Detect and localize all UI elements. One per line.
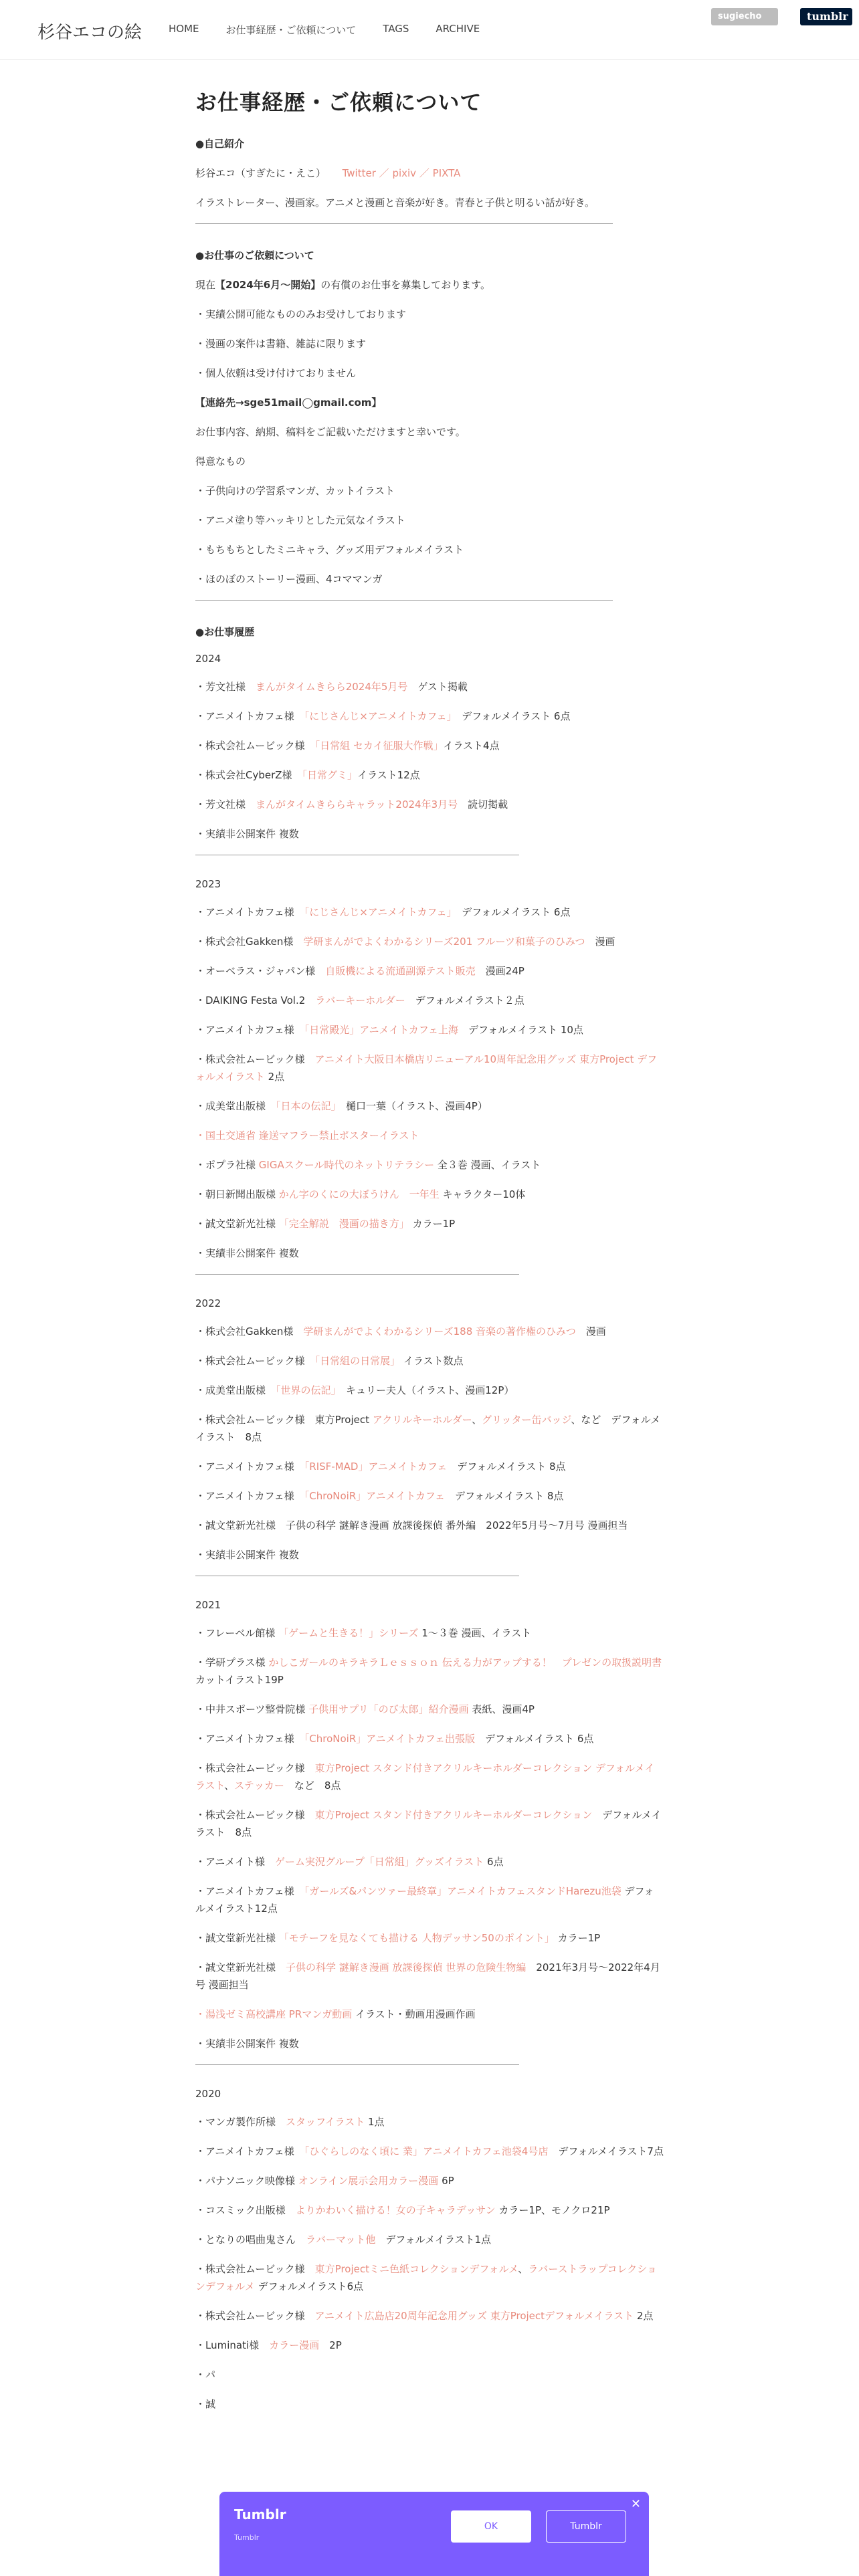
work-text: ・誠文堂新光社様 子供の科学 謎解き漫画 放課後探偵 番外編 2022年5月号〜7月号 漫画担当 <box>195 1519 628 1531</box>
work-text: ・誠文堂新光社様 <box>195 1218 279 1230</box>
work-text: ・株式会社ムービック様 <box>195 1762 315 1774</box>
work-item <box>195 2113 664 2131</box>
work-item <box>195 1156 664 1174</box>
work-text: ・株式会社ムービック様 <box>195 1053 315 1065</box>
work-link[interactable]: 「ひぐらしのなく頃に 業」アニメイトカフェ池袋4号店 <box>304 2145 549 2157</box>
work-link[interactable]: カラー漫画 <box>269 2339 320 2351</box>
work-link[interactable]: ラバーマット他 <box>306 2234 376 2246</box>
request-line: ・もちもちとしたミニキャラ、グッズ用デフォルメイラスト <box>195 544 464 556</box>
work-item <box>195 2395 664 2413</box>
work-text: ・中井スポーツ整骨院様 <box>195 1703 309 1715</box>
work-text: ・オーベラス・ジャパン様 <box>195 965 326 977</box>
work-link[interactable]: グリッター缶バッジ <box>482 1414 571 1426</box>
work-item <box>195 1883 664 1917</box>
work-link[interactable]: 東方Project スタンド付きアクリルキーホルダーコレクション デフォルメイラスト <box>195 1762 655 1792</box>
main-content <box>195 86 664 2425</box>
nav-home[interactable]: HOME <box>169 23 199 35</box>
work-text: ・DAIKING Festa Vol.2 <box>195 994 316 1006</box>
work-link[interactable]: 「RISF-MAD」アニメイトカフェ <box>304 1461 448 1473</box>
site-header <box>0 0 859 60</box>
work-link[interactable]: アクリルキーホルダー <box>372 1414 472 1426</box>
work-text: カラー1P <box>554 1932 601 1944</box>
work-item <box>195 2260 664 2295</box>
work-item <box>195 903 664 921</box>
work-item <box>195 678 664 695</box>
year-heading: 2020 <box>195 2088 221 2100</box>
request-line: 現在【2024年6月〜開始】の有償のお仕事を募集しております。 <box>195 279 491 291</box>
request-line: ・アニメ塗り等ハッキリとした元気なイラスト <box>195 514 405 526</box>
request-heading: ●お仕事のご依頼について <box>195 249 314 261</box>
nav-tags[interactable]: TAGS <box>383 23 409 35</box>
work-item <box>195 1051 664 1085</box>
work-item <box>195 1624 664 1642</box>
work-text: 、など デフォルメイラスト 8点 <box>195 1414 661 1443</box>
work-text: 表紙、漫画4P <box>468 1703 535 1715</box>
tumblr-logo-button[interactable]: tumblr <box>800 8 852 25</box>
work-text: カラー1P、モノクロ21P <box>495 2204 610 2216</box>
site-title[interactable]: 杉谷エコの絵 <box>37 23 142 43</box>
work-link[interactable]: 学研まんがでよくわかるシリーズ201 フルーツ和菓子のひみつ <box>303 936 585 948</box>
request-line: ・子供向けの学習系マンガ、カットイラスト <box>195 485 395 497</box>
work-link[interactable]: 「ChroNoiR」アニメイトカフェ出張版 <box>304 1733 475 1745</box>
work-item <box>195 1097 664 1115</box>
work-item <box>195 1546 664 1564</box>
pixiv-link[interactable]: pixiv <box>392 167 417 179</box>
work-text: デフォルメイラスト 8点 <box>195 1809 662 1838</box>
work-item <box>195 1352 664 1370</box>
request-line: 得意なもの <box>195 455 246 467</box>
work-item <box>195 2337 664 2354</box>
work-item <box>195 766 664 784</box>
work-text: 樋口一葉（イラスト、漫画4P） <box>336 1100 488 1112</box>
work-item <box>195 1127 664 1144</box>
work-link[interactable]: 自販機による流通副源テスト販売 <box>325 965 476 977</box>
request-line: お仕事内容、納期、稿料をご記載いただけますと幸いです。 <box>195 426 466 438</box>
work-text: ・アニメイトカフェ様 <box>195 1024 304 1036</box>
work-text: ・ポプラ社様 <box>195 1159 259 1171</box>
work-item <box>195 1411 664 1446</box>
work-text: イラスト4点 <box>443 740 500 752</box>
work-link[interactable]: 「世界の伝記」 <box>276 1384 337 1396</box>
work-link[interactable]: 子供の科学 謎解き漫画 放課後探偵 世界の危険生物編 <box>286 1961 527 1973</box>
work-item <box>195 737 664 754</box>
work-item <box>195 1245 664 1262</box>
work-link[interactable]: 「ガールズ&パンツァー最終章」アニメイトカフェスタンドHarezu池袋 <box>304 1885 622 1897</box>
year-heading: 2022 <box>195 1297 221 1309</box>
divider <box>195 2064 519 2065</box>
work-text: デフォルメイラスト 8点 <box>445 1490 564 1502</box>
work-text: ・株式会社ムービック様 <box>195 1355 315 1367</box>
close-icon[interactable]: ✕ <box>630 2497 641 2511</box>
work-link[interactable]: 「にじさんじ×アニメイトカフェ」 <box>304 906 452 918</box>
request-line: ・ほのぼのストーリー漫画、4コママンガ <box>195 573 383 585</box>
work-link[interactable]: アニメイト大阪日本橋店リニューアル10周年記念用グッズ 東方Project デフォルメイラスト <box>195 1053 658 1083</box>
work-text: デフォルメイラスト7点 <box>548 2145 664 2157</box>
work-text: ・株式会社ムービック様 <box>195 2263 315 2275</box>
work-text: ・株式会社ムービック様 <box>195 1809 315 1821</box>
work-item <box>195 825 664 843</box>
link-separator: ／ <box>379 167 389 179</box>
work-text: 2021年3月号〜2022年4月号 漫画担当 <box>195 1961 660 1991</box>
work-text: ・誠文堂新光社様 <box>195 1961 286 1973</box>
work-text: ・株式会社CyberZ様 <box>195 769 302 781</box>
work-text: 漫画 <box>575 1325 606 1337</box>
work-item <box>195 708 664 725</box>
nav-works[interactable]: お仕事経歴・ご依頼について <box>225 24 357 36</box>
history-heading: ●お仕事履歴 <box>195 626 255 638</box>
year-heading: 2021 <box>195 1599 221 1611</box>
work-history <box>195 653 664 2413</box>
work-link[interactable]: ラバーストラップコレクションデフォルメ <box>195 2263 657 2292</box>
work-text: ・誠文堂新光社様 <box>195 1932 279 1944</box>
work-text: 、 <box>224 1780 235 1792</box>
work-link[interactable]: ステッカー <box>234 1780 284 1792</box>
work-item <box>195 1186 664 1203</box>
work-text: 、 <box>518 2263 529 2275</box>
work-item <box>195 2307 664 2325</box>
work-text: ・実績非公開案件 複数 <box>195 828 299 840</box>
intro-heading: ●自己紹介 <box>195 138 245 150</box>
work-item <box>195 1487 664 1505</box>
work-link[interactable]: 「日本の伝記」 <box>276 1100 337 1112</box>
work-text: ・アニメイトカフェ様 <box>195 1733 304 1745</box>
work-link[interactable]: 「日常殿光」アニメイトカフェ上海 <box>304 1024 459 1036</box>
request-line: 【連絡先→sge51mail◯gmail.com】 <box>195 397 382 409</box>
work-link[interactable]: よりかわいく描ける！女の子キャラデッサン <box>295 2204 496 2216</box>
work-item <box>195 1853 664 1870</box>
work-text: デフォルメイラスト6点 <box>254 2280 364 2292</box>
main-nav <box>169 23 506 37</box>
work-item <box>195 2006 664 2023</box>
work-text: 2点 <box>634 2310 654 2322</box>
work-item <box>195 1654 664 1689</box>
work-text: ・学研プラス様 <box>195 1656 269 1669</box>
work-text: 2P <box>319 2339 342 2351</box>
work-text: 読切掲載 <box>458 798 508 811</box>
work-link[interactable]: GIGAスクール時代のネットリテラシー <box>258 1159 435 1171</box>
work-text: ・芳文社様 <box>195 798 256 811</box>
work-link[interactable]: 「日常グミ」 <box>302 769 358 781</box>
work-text: ・株式会社Gakken様 <box>195 936 304 948</box>
work-item <box>195 2035 664 2052</box>
work-text: ・Luminati様 <box>195 2339 270 2351</box>
work-text: ・株式会社Gakken様 <box>195 1325 304 1337</box>
request-section <box>195 276 664 588</box>
work-text: ・実績非公開案件 複数 <box>195 1549 299 1561</box>
work-text: デフォルメイラスト 8点 <box>447 1461 566 1473</box>
work-item <box>195 2172 664 2189</box>
work-text: ・アニメイトカフェ様 <box>195 906 304 918</box>
work-text: ・アニメイトカフェ様 <box>195 1885 304 1897</box>
year-heading: 2023 <box>195 878 221 890</box>
work-text: ・成美堂出版様 <box>195 1100 276 1112</box>
work-link[interactable]: 「日常組の日常展」 <box>314 1355 401 1367</box>
work-text: ・実績非公開案件 複数 <box>195 2038 299 2050</box>
work-link[interactable]: 東方Projectミニ色紙コレクションデフォルメ <box>314 2263 518 2275</box>
work-text: ・アニメイト様 <box>195 1856 275 1868</box>
work-link[interactable]: 「モチーフを見なくても描ける 人物デッサン50のポイント」 <box>278 1932 555 1944</box>
work-link[interactable]: 子供用サプリ「のび太郎」紹介漫画 <box>308 1703 469 1715</box>
banner-secondary-button[interactable]: Tumblr <box>546 2510 626 2543</box>
work-link[interactable]: かん字のくにの大ぼうけん 一年生 <box>278 1188 440 1200</box>
work-link[interactable]: 東方Project スタンド付きアクリルキーホルダーコレクション <box>314 1809 593 1821</box>
banner-subtitle: Tumblr <box>234 2533 260 2542</box>
work-link[interactable]: ラバーキーホルダー <box>315 994 405 1006</box>
work-text: ・成美堂出版様 <box>195 1384 276 1396</box>
work-text: 、 <box>472 1414 482 1426</box>
work-text: ・となりの唱曲鬼さん <box>195 2234 306 2246</box>
work-link[interactable]: 「完全解説 漫画の描き方」 <box>278 1218 409 1230</box>
work-item <box>195 2143 664 2160</box>
work-text: イラスト数点 <box>400 1355 464 1367</box>
work-text: ・アニメイトカフェ様 <box>195 2145 304 2157</box>
work-text: 6点 <box>484 1856 504 1868</box>
work-item <box>195 796 664 813</box>
work-item <box>195 2366 664 2383</box>
work-item <box>195 962 664 980</box>
work-text: 漫画 <box>585 936 615 948</box>
work-link[interactable]: まんがタイムきららキャラット2024年3月号 <box>256 798 458 811</box>
work-item <box>195 1458 664 1475</box>
nav-archive[interactable]: ARCHIVE <box>436 23 480 35</box>
work-text: デフォルメイラスト12点 <box>195 1885 654 1915</box>
work-text: ・アニメイトカフェ様 <box>195 1490 304 1502</box>
work-item <box>195 2231 664 2248</box>
work-text: カラー1P <box>409 1218 456 1230</box>
work-item <box>195 1382 664 1399</box>
work-link[interactable]: オンライン展示会用カラー漫画 <box>298 2175 439 2187</box>
work-text: 漫画24P <box>475 965 524 977</box>
work-text: 1〜３巻 漫画、イラスト <box>418 1627 532 1639</box>
work-item <box>195 1323 664 1340</box>
work-text: ・アニメイトカフェ様 <box>195 1461 304 1473</box>
work-text: キャラクター10体 <box>439 1188 526 1200</box>
work-text: デフォルメイラスト 6点 <box>452 710 571 722</box>
work-text: 1点 <box>365 2116 385 2128</box>
work-text: イラスト12点 <box>357 769 420 781</box>
work-link[interactable]: ・湯浅ゼミ高校講座 PRマンガ動画 <box>195 2008 353 2020</box>
divider <box>195 1274 519 1275</box>
divider <box>195 600 613 601</box>
work-item <box>195 933 664 950</box>
link-separator: ／ <box>419 167 430 179</box>
twitter-link[interactable]: Twitter <box>342 167 376 179</box>
work-link[interactable]: まんがタイムきらら2024年5月号 <box>256 681 408 693</box>
work-text: キュリー夫人（イラスト、漫画12P） <box>336 1384 514 1396</box>
work-item <box>195 1959 664 1994</box>
work-text: ・実績非公開案件 複数 <box>195 1247 299 1259</box>
work-text: ・マンガ製作所様 <box>195 2116 286 2128</box>
work-link[interactable]: 「ゲームと生きる！」シリーズ <box>278 1627 419 1639</box>
work-item <box>195 1701 664 1718</box>
work-text: デフォルメイラスト 6点 <box>475 1733 594 1745</box>
request-line: ・個人依頼は受け付けておりません <box>195 367 357 379</box>
work-text: ・パナソニック映像様 <box>195 2175 298 2187</box>
request-line: ・漫画の案件は書籍、雑誌に限ります <box>195 338 367 350</box>
work-link[interactable]: ゲーム実況グループ「日常組」グッズイラスト <box>274 1856 484 1868</box>
work-text: カットイラスト19P <box>195 1674 284 1686</box>
work-text: ゲスト掲載 <box>407 681 468 693</box>
pixta-link[interactable]: PIXTA <box>432 167 461 179</box>
work-item <box>195 1517 664 1534</box>
work-text: デフォルメイラスト 6点 <box>452 906 571 918</box>
work-text: デフォルメイラスト 10点 <box>458 1024 583 1036</box>
work-item <box>195 992 664 1009</box>
work-text: 2点 <box>264 1071 285 1083</box>
page-title: お仕事経歴・ご依頼について <box>195 90 482 115</box>
work-link[interactable]: スタッフイラスト <box>286 2116 365 2128</box>
work-text: ・朝日新聞出版様 <box>195 1188 279 1200</box>
work-text: ・アニメイトカフェ様 <box>195 710 304 722</box>
work-link[interactable]: 「日常組 セカイ征服大作戦」 <box>314 740 444 752</box>
intro-name: 杉谷エコ（すぎたに・えこ） <box>195 167 326 179</box>
work-item <box>195 1806 664 1841</box>
banner-primary-button[interactable]: OK <box>451 2510 531 2543</box>
work-link[interactable]: ・国土交通省 逢送マフラー禁止ポスターイラスト <box>195 1130 419 1142</box>
user-blog-button[interactable]: sugiecho <box>711 8 778 25</box>
work-item <box>195 1929 664 1947</box>
work-link[interactable]: 「にじさんじ×アニメイトカフェ」 <box>304 710 452 722</box>
work-text: デフォルメイラスト２点 <box>405 994 524 1006</box>
work-text: ・コスミック出版様 <box>195 2204 296 2216</box>
work-text: ・芳文社様 <box>195 681 256 693</box>
work-link[interactable]: アニメイト広島店20周年記念用グッズ 東方Projectデフォルメイラスト <box>314 2310 634 2322</box>
work-text: 全３巻 漫画、イラスト <box>434 1159 541 1171</box>
work-text: など 8点 <box>284 1780 341 1792</box>
work-text: デフォルメイラスト1点 <box>375 2234 492 2246</box>
work-item <box>195 1759 664 1794</box>
work-text: ・株式会社ムービック様 東方Project <box>195 1414 373 1426</box>
intro-text: イラストレーター、漫画家。アニメと漫画と音楽が好き。青春と子供と明るい話が好き。 <box>195 197 595 209</box>
work-link[interactable]: 「ChroNoiR」アニメイトカフェ <box>304 1490 445 1502</box>
year-heading: 2024 <box>195 653 221 665</box>
work-text: ・株式会社ムービック様 <box>195 740 315 752</box>
work-text: ・フレーベル館様 <box>195 1627 279 1639</box>
request-line: ・実績公開可能なもののみお受けしております <box>195 308 407 320</box>
divider <box>195 223 613 224</box>
work-link[interactable]: かしこガールのキラキラＬｅｓｓｏｎ 伝える力がアップする！ プレゼンの取扱説明書 <box>268 1656 662 1669</box>
work-link[interactable]: 学研まんがでよくわかるシリーズ188 音楽の著作権のひみつ <box>303 1325 576 1337</box>
work-text: ・パ <box>195 2369 216 2381</box>
work-item <box>195 2202 664 2219</box>
work-item <box>195 1730 664 1747</box>
work-text: ・誠 <box>195 2398 216 2410</box>
work-text: 6P <box>438 2175 454 2187</box>
work-text: ・株式会社ムービック様 <box>195 2310 315 2322</box>
work-text: イラスト・動画用漫画作画 <box>352 2008 476 2020</box>
tumblr-signup-banner <box>219 2492 649 2576</box>
work-item <box>195 1021 664 1039</box>
intro-name-line <box>195 165 664 182</box>
banner-title: Tumblr <box>234 2506 286 2523</box>
work-item <box>195 1215 664 1232</box>
